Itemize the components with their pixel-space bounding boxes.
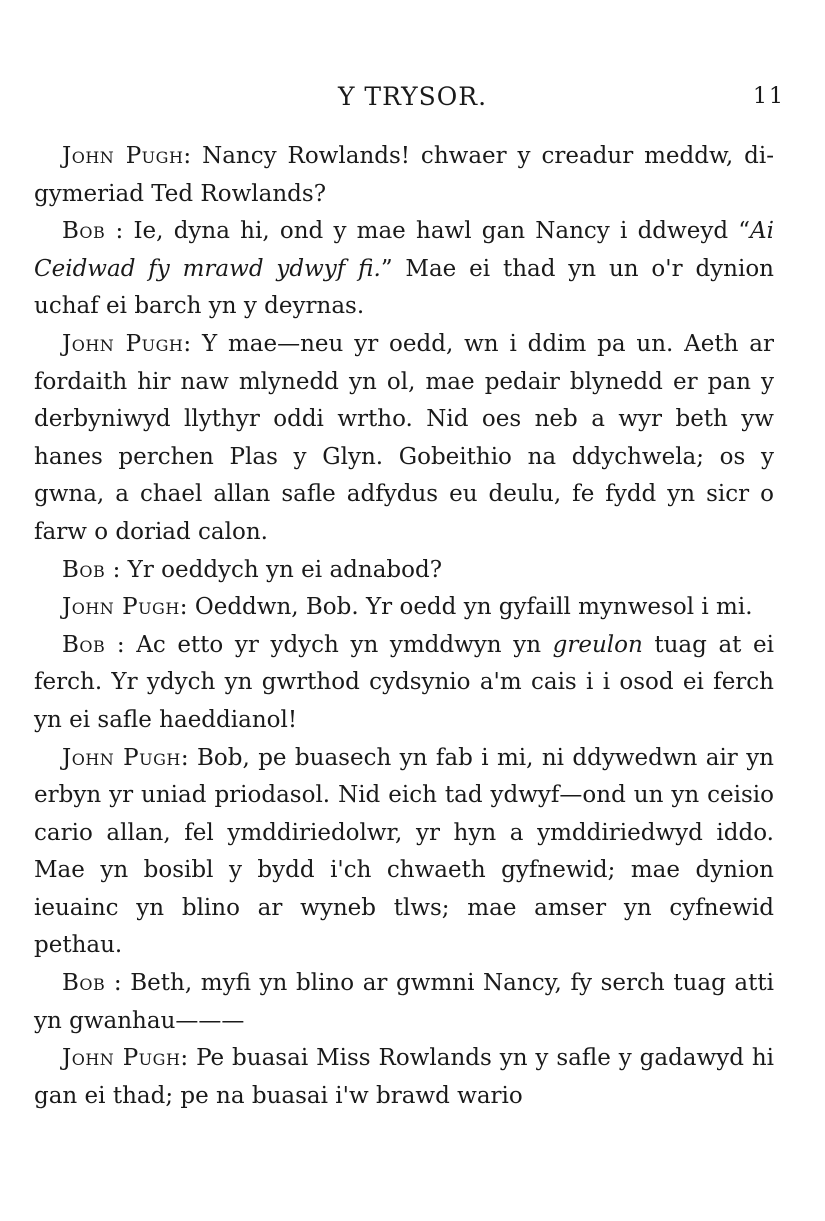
- speech-text: Pe buasai Miss Rowlands yn y safle y gadawyd hi gan ei thad; pe na buasai i'w brawd wario: [34, 1045, 775, 1109]
- speech-text: Bob, pe buasech yn fab i mi, ni ddywedwn air yn erbyn yr uniad priodasol. Nid eich tad ydwyf—ond un yn ceisio cario allan, fel ymddiriedolwr, yr hyn a ymddiriedwyd iddo. Mae yn bosibl y bydd i'ch chwaeth gyfnewid; mae dynion ieuainc yn blino ar wyneb tlws; mae amser yn cyfnewid pethau.: [34, 744, 774, 959]
- speaker-name: Bob: [62, 556, 106, 583]
- speaker-separator: :: [180, 1045, 197, 1072]
- speaker-separator: :: [183, 143, 203, 169]
- dialogue-paragraph: [34, 627, 774, 740]
- dialogue-paragraph: [34, 326, 774, 552]
- speaker-name: Bob: [62, 218, 106, 245]
- speech-text: Yr oeddych yn ei adnabod?: [127, 556, 443, 583]
- speaker-separator: :: [105, 556, 128, 583]
- running-title: Y TRYSOR.: [337, 82, 488, 111]
- running-header: [0, 82, 825, 112]
- speaker-separator: :: [105, 218, 134, 245]
- dialogue-paragraph: [34, 589, 774, 627]
- speech-text: Beth, myfi yn blino ar gwmni Nancy, fy serch tuag atti yn gwanhau———: [34, 970, 774, 1034]
- speaker-separator: :: [183, 330, 202, 357]
- body-text: [34, 138, 774, 1115]
- speaker-separator: :: [179, 594, 195, 621]
- italic-text: Ai Ceidwad fy mrawd ydwyf fi.: [34, 218, 774, 282]
- dialogue-paragraph: [34, 965, 774, 1040]
- speech-text: ” Mae ei thad yn un o'r dynion uchaf ei barch yn y deyrnas.: [34, 255, 774, 320]
- speaker-name: John Pugh: [62, 1045, 181, 1072]
- speech-text: Ie, dyna hi, ond y mae hawl gan Nancy i ddweyd “: [133, 218, 751, 245]
- speaker-name: John Pugh: [62, 330, 184, 357]
- speech-text: Ac etto yr ydych yn ymddwyn yn: [136, 631, 553, 658]
- italic-text: greulon: [552, 631, 643, 658]
- speech-text: Y mae—neu yr oedd, wn i ddim pa un. Aeth ar fordaith hir naw mlynedd yn ol, mae pedair blynedd er pan y derbyniwyd llythyr oddi wrtho. Nid oes neb a wyr beth yw hanes perchen Plas y Glyn. Gobeithio na ddychwela; os y gwna, a chael allan safle adfydus eu deulu, fe fydd yn sicr o farw o doriad calon.: [34, 330, 775, 545]
- dialogue-paragraph: [34, 552, 774, 590]
- speech-text: tuag at ei ferch. Yr ydych yn gwrthod cydsynio a'm cais i i osod ei ferch yn ei safle haeddianol!: [34, 631, 774, 733]
- speaker-name: John Pugh: [62, 594, 180, 621]
- speaker-separator: :: [105, 631, 137, 658]
- dialogue-paragraph: [34, 1040, 774, 1115]
- dialogue-paragraph: [34, 138, 774, 213]
- page-number: 11: [753, 84, 785, 109]
- speech-text: Nancy Rowlands! chwaer y creadur meddw, di-gymeriad Ted Rowlands?: [34, 143, 775, 207]
- speaker-name: Bob: [62, 631, 106, 658]
- speaker-separator: :: [105, 970, 131, 997]
- speaker-name: John Pugh: [62, 744, 181, 771]
- speaker-name: John Pugh: [62, 143, 184, 169]
- speaker-separator: :: [180, 744, 198, 771]
- speaker-name: Bob: [62, 970, 106, 997]
- speech-text: Oeddwn, Bob. Yr oedd yn gyfaill mynwesol i mi.: [194, 594, 753, 621]
- dialogue-paragraph: [34, 213, 774, 326]
- dialogue-paragraph: [34, 740, 774, 966]
